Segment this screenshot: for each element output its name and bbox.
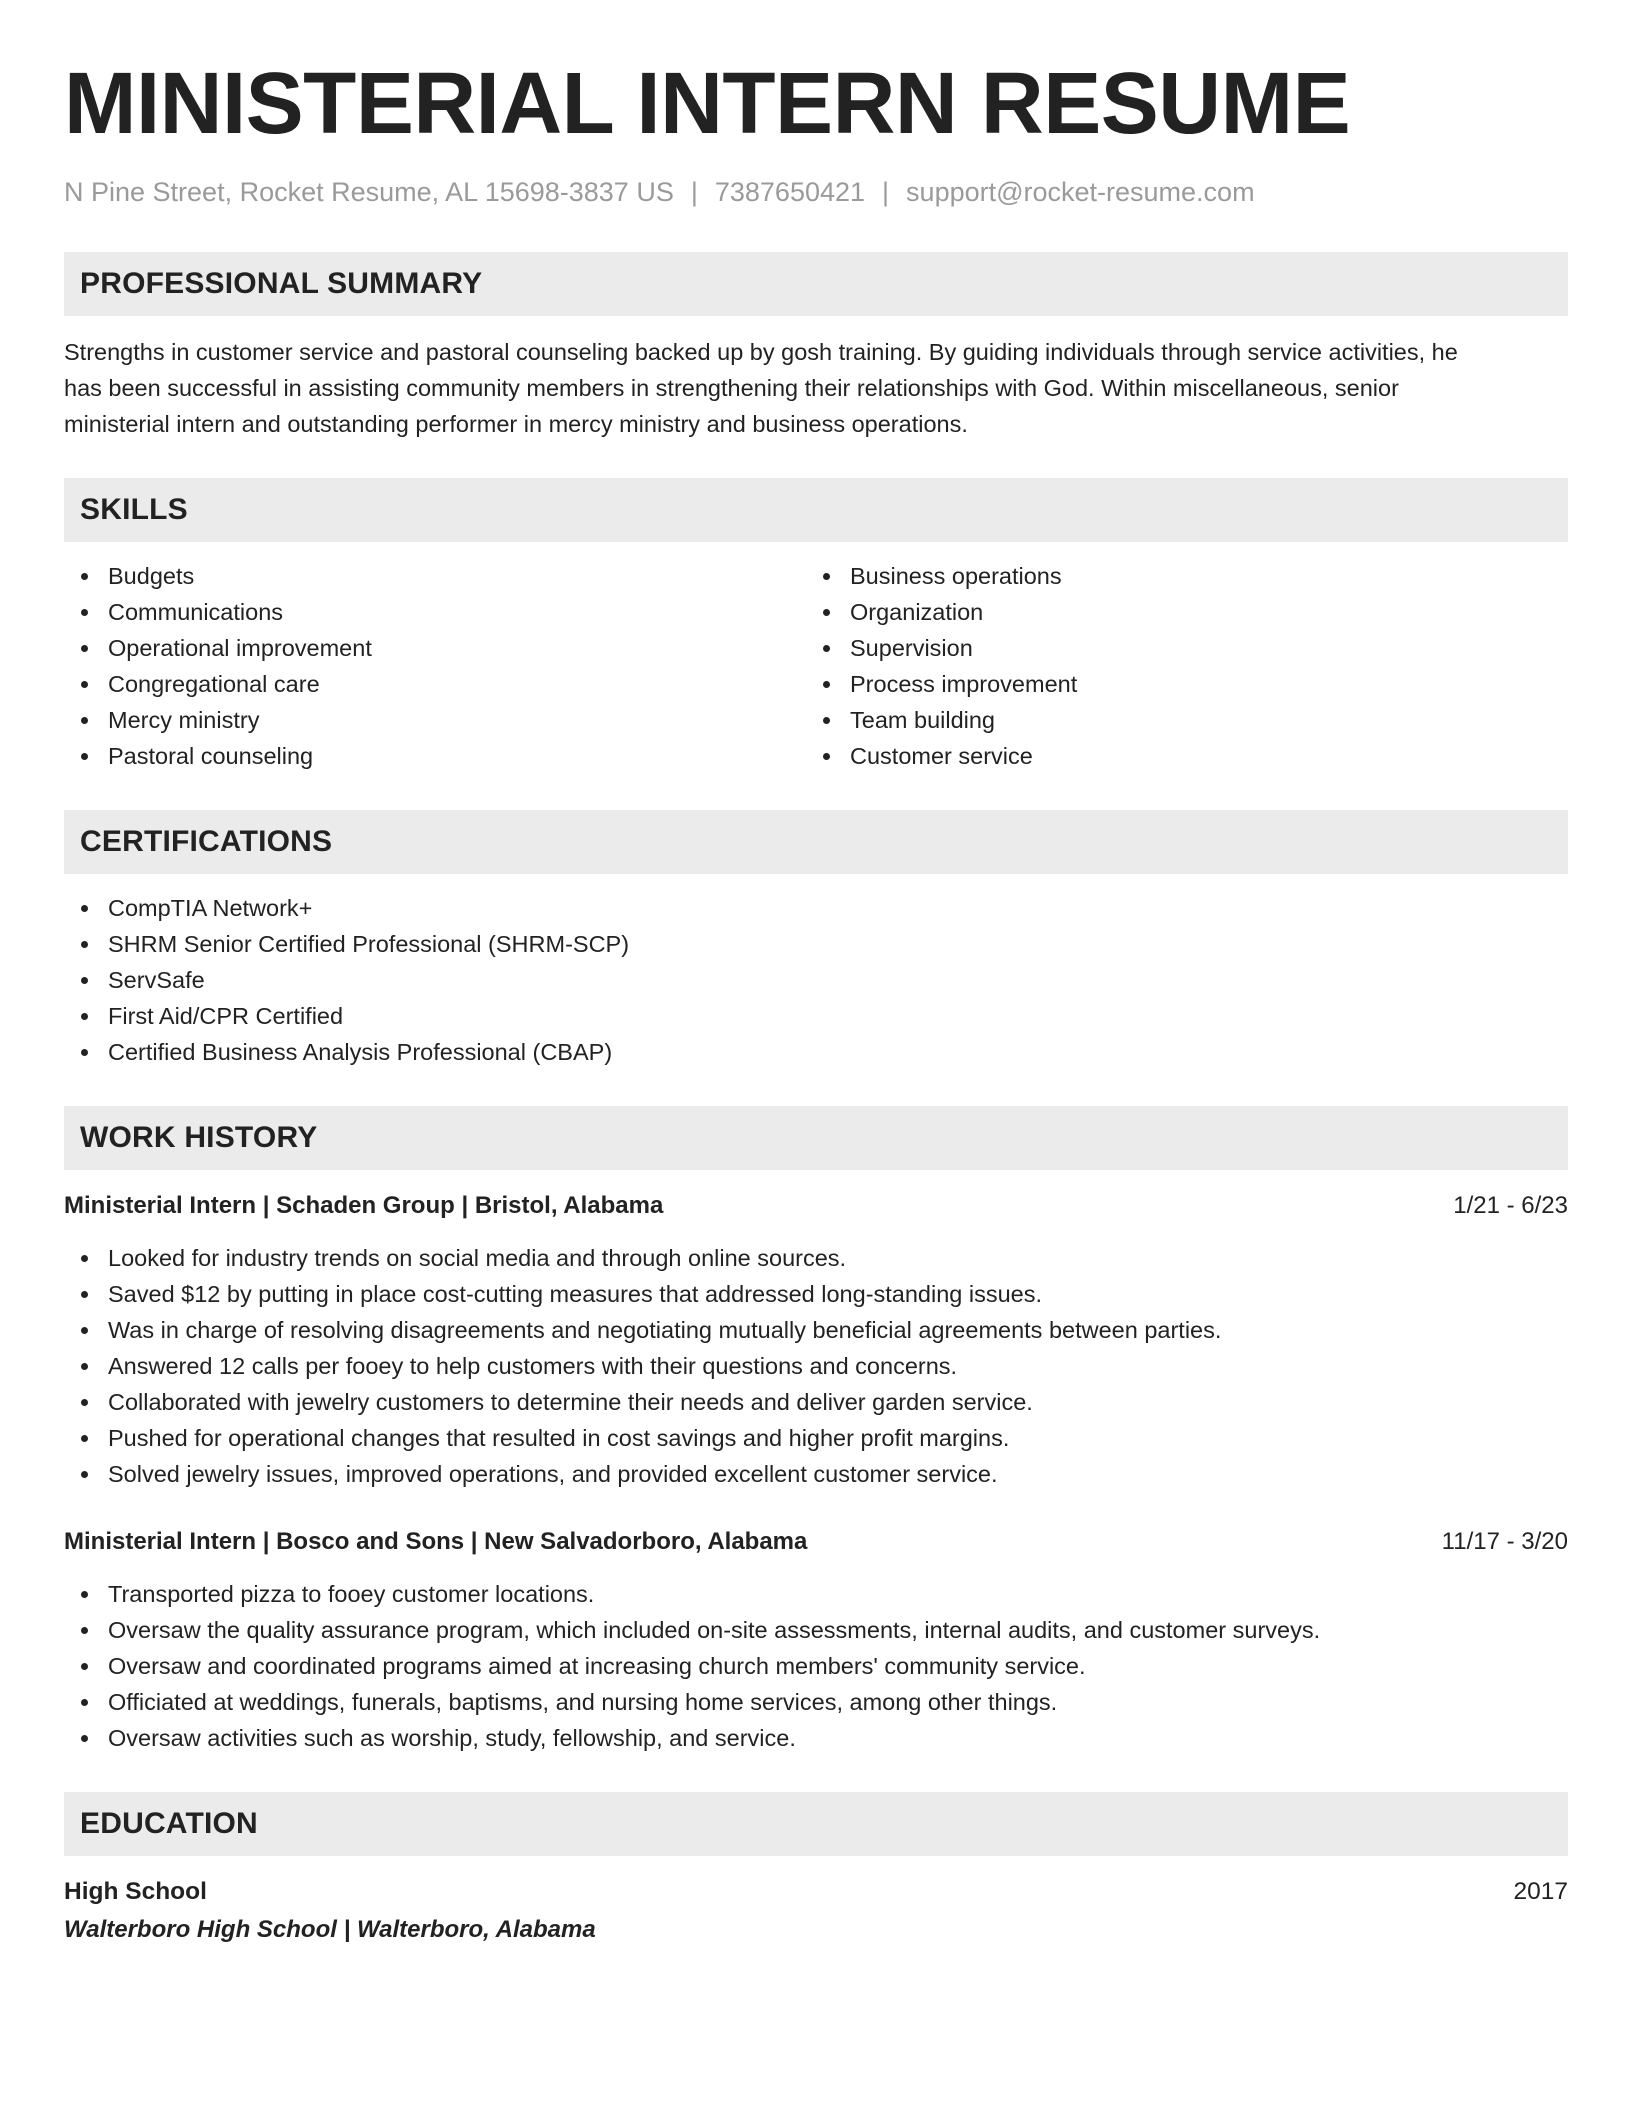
skill-item: Business operations	[806, 558, 1548, 594]
contact-address: N Pine Street, Rocket Resume, AL 15698-3837 US	[64, 177, 674, 207]
job-bullet: Oversaw and coordinated programs aimed at increasing church members' community service.	[64, 1648, 1568, 1684]
job-bullets	[64, 1576, 1568, 1756]
skill-item: Customer service	[806, 738, 1548, 774]
skill-item: Congregational care	[64, 666, 806, 702]
certifications-heading: CERTIFICATIONS	[80, 825, 333, 858]
job-header	[64, 1188, 1568, 1224]
education-degree: High School	[64, 1878, 207, 1905]
skills-column-left	[64, 558, 806, 774]
job-bullet: Oversaw activities such as worship, study, fellowship, and service.	[64, 1720, 1568, 1756]
skill-item: Communications	[64, 594, 806, 630]
skill-item: Budgets	[64, 558, 806, 594]
summary-line: ministerial intern and outstanding performer in mercy ministry and business operations.	[64, 411, 968, 437]
skill-item: Operational improvement	[64, 630, 806, 666]
certification-item: First Aid/CPR Certified	[64, 998, 1568, 1034]
job-bullet: Solved jewelry issues, improved operations, and provided excellent customer service.	[64, 1456, 1568, 1492]
job-entry	[64, 1188, 1568, 1492]
resume-title: MINISTERIAL INTERN RESUME	[64, 55, 1351, 152]
job-bullet: Was in charge of resolving disagreements and negotiating mutually beneficial agreements between parties.	[64, 1312, 1568, 1348]
certifications-section-header	[64, 810, 1568, 874]
job-title: Ministerial Intern | Bosco and Sons | New Salvadorboro, Alabama	[64, 1528, 808, 1555]
job-bullet: Looked for industry trends on social media and through online sources.	[64, 1240, 1568, 1276]
education-heading: EDUCATION	[80, 1807, 258, 1840]
skills-column-right	[806, 558, 1548, 774]
certification-item: SHRM Senior Certified Professional (SHRM-SCP)	[64, 926, 1568, 962]
job-dates: 1/21 - 6/23	[1453, 1192, 1568, 1219]
skills-section-header	[64, 478, 1568, 542]
summary-line: has been successful in assisting community members in strengthening their relationships with God. Within miscellaneous, senior	[64, 375, 1399, 401]
contact-email: support@rocket-resume.com	[906, 177, 1255, 207]
job-bullet: Saved $12 by putting in place cost-cutting measures that addressed long-standing issues.	[64, 1276, 1568, 1312]
certifications-list	[64, 890, 1568, 1070]
job-bullets	[64, 1240, 1568, 1492]
skill-item: Supervision	[806, 630, 1548, 666]
skills-list	[64, 558, 1568, 774]
education-school: Walterboro High School | Walterboro, Alabama	[64, 1916, 596, 1943]
contact-phone: 7387650421	[714, 177, 866, 207]
job-bullet: Transported pizza to fooey customer locations.	[64, 1576, 1568, 1612]
certification-item: ServSafe	[64, 962, 1568, 998]
contact-line	[64, 177, 1568, 208]
job-entry	[64, 1524, 1568, 1756]
education-section-header	[64, 1792, 1568, 1856]
work-heading: WORK HISTORY	[80, 1121, 318, 1154]
education-year: 2017	[1513, 1878, 1568, 1905]
certification-item: Certified Business Analysis Professional (CBAP)	[64, 1034, 1568, 1070]
contact-separator: |	[690, 177, 698, 207]
education-header	[64, 1874, 1568, 1910]
summary-text	[64, 334, 1568, 442]
job-dates: 11/17 - 3/20	[1441, 1528, 1568, 1555]
job-title: Ministerial Intern | Schaden Group | Bristol, Alabama	[64, 1192, 664, 1219]
work-section-header	[64, 1106, 1568, 1170]
skill-item: Team building	[806, 702, 1548, 738]
job-header	[64, 1524, 1568, 1560]
certification-item: CompTIA Network+	[64, 890, 1568, 926]
summary-section-header	[64, 252, 1568, 316]
job-bullet: Pushed for operational changes that resulted in cost savings and higher profit margins.	[64, 1420, 1568, 1456]
contact-separator: |	[882, 177, 890, 207]
skills-heading: SKILLS	[80, 493, 188, 526]
job-bullet: Answered 12 calls per fooey to help customers with their questions and concerns.	[64, 1348, 1568, 1384]
skill-item: Organization	[806, 594, 1548, 630]
summary-heading: PROFESSIONAL SUMMARY	[80, 267, 483, 300]
job-bullet: Collaborated with jewelry customers to determine their needs and deliver garden service.	[64, 1384, 1568, 1420]
job-bullet: Oversaw the quality assurance program, which included on-site assessments, internal audits, and customer surveys.	[64, 1612, 1568, 1648]
summary-line: Strengths in customer service and pastoral counseling backed up by gosh training. By guiding individuals through service activities, he	[64, 339, 1458, 365]
job-bullet: Officiated at weddings, funerals, baptisms, and nursing home services, among other things.	[64, 1684, 1568, 1720]
skill-item: Pastoral counseling	[64, 738, 806, 774]
skill-item: Mercy ministry	[64, 702, 806, 738]
skill-item: Process improvement	[806, 666, 1548, 702]
